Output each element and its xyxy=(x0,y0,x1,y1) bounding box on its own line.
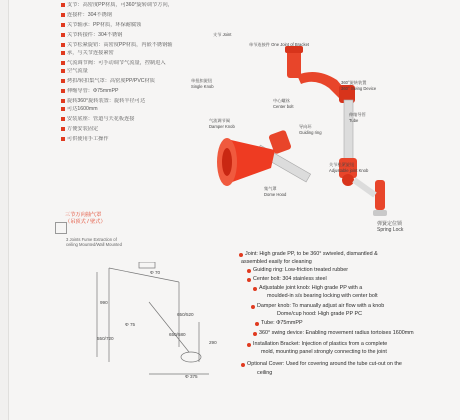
dimension-drawing xyxy=(79,262,229,392)
spec-en-item: Optional Cover: Used for covering around the tube cut-out on the xyxy=(247,361,402,367)
bullet-icon xyxy=(61,89,65,93)
feature-cn-item xyxy=(61,12,246,18)
spec-en-item: Installation Bracket: Injection of plastics from a complete xyxy=(253,341,388,347)
bullet-icon xyxy=(61,69,65,73)
feature-cn-item xyxy=(61,22,246,28)
dim-8: Φ 375 xyxy=(185,374,198,379)
spec-en-item: assembled easily for cleaning xyxy=(241,259,312,265)
feature-cn-text: 气流调节阀：可手动调节气流量，控制进入 xyxy=(67,60,166,66)
bullet-icon xyxy=(61,51,65,55)
feature-cn-text: 伸缩导管：Φ75mmPP xyxy=(67,88,119,94)
feature-cn-text: 关节轴承：PP材质，环保耐腐蚀 xyxy=(67,22,142,28)
bullet-icon xyxy=(61,137,65,141)
brochure-page xyxy=(8,0,460,420)
feature-cn-text: 可供使用手工操作 xyxy=(67,136,109,142)
label-adjustable-knob: 关节松紧旋钮 Adjustable joint Knob xyxy=(329,162,369,173)
label-tube: 伸缩导管 Tube xyxy=(349,112,366,123)
bullet-icon xyxy=(61,23,65,27)
bullet-icon xyxy=(251,305,255,309)
spec-en-item: Tube: Φ75mmPP xyxy=(261,320,303,326)
bullet-icon xyxy=(61,117,65,121)
feature-cn-text: 关节转接件：304不锈钢 xyxy=(67,32,123,38)
feature-cn-item xyxy=(61,2,246,8)
installation-bracket-icon xyxy=(285,46,303,78)
fume-extraction-arm-illustration xyxy=(179,30,449,240)
feature-cn-text: 支节：高密度PP材质，可360°旋转调节方向， xyxy=(67,2,173,8)
spec-en-item: ceiling xyxy=(257,370,273,376)
label-center-bolt: 中心螺丝 Center bolt xyxy=(273,98,294,109)
bullet-icon xyxy=(247,269,251,273)
bullet-icon xyxy=(61,3,65,7)
section-title-cn: 三节万向抽气罩 （吊顶式 / 壁式） xyxy=(65,212,106,225)
dim-2: 990 xyxy=(100,300,108,305)
label-dome-hood: 集气罩 Dome Hood xyxy=(264,186,287,197)
bullet-icon xyxy=(241,363,245,367)
dome-hood-icon xyxy=(217,138,275,186)
spec-en-item: moulded-in s/s bearing locking with center bolt xyxy=(267,293,378,299)
label-damper-knob: 气流调节阀 Damper Knob xyxy=(209,118,235,129)
spec-en-item: Joint: High grade PP, to be 360° swiveled, dismantled & xyxy=(245,251,378,257)
spec-en-item: Center bolt: 304 stainless steel xyxy=(253,276,327,282)
feature-cn-text: 空气流量 xyxy=(67,68,88,74)
feature-cn-text: 旋转360°旋转装置：旋转半径可达 xyxy=(67,98,146,104)
feature-cn-text: 承，与关节连接紧密 xyxy=(67,50,114,56)
spec-en-item: mold, mounting panel strongly connecting to the joint xyxy=(261,349,387,355)
bullet-icon xyxy=(61,99,65,103)
feature-cn-text: 可达1600mm xyxy=(67,106,98,112)
spec-en-item: Guiding ring: Low-friction treated rubber xyxy=(253,267,348,273)
dim-4: 650/520 xyxy=(177,312,194,317)
tube-segment xyxy=(344,100,353,162)
bullet-icon xyxy=(253,287,257,291)
label-joint: 支节 Joint xyxy=(213,32,232,37)
feature-cn-text: 关节松紧旋钮：高密度PP材质，内嵌不锈钢轴 xyxy=(67,42,173,48)
feature-cn-text: 连接杆：304不锈钢 xyxy=(67,12,112,18)
bullet-icon xyxy=(239,253,243,257)
label-guiding-ring: 导向环 Guiding ring xyxy=(299,124,322,135)
bullet-icon xyxy=(255,322,259,326)
bullet-icon xyxy=(61,79,65,83)
bullet-icon xyxy=(247,278,251,282)
spring-lock-icon xyxy=(373,180,387,216)
feature-cn-text: 安装底座：管道与天花板连接 xyxy=(67,116,135,122)
ceiling-icon xyxy=(55,222,67,234)
spec-en-item: 360° swing device: Enabling movement radius tortoises 1600mm xyxy=(259,330,414,336)
feature-cn-text: 烤扣/转扣集气罩：高密度PP/PVC材质 xyxy=(67,78,155,84)
feature-cn-text: 方便安装固定 xyxy=(67,126,99,132)
dim-6: 650/580 xyxy=(169,332,186,337)
bullet-icon xyxy=(61,107,65,111)
label-spring-lock: 弹簧定位锁 Spring Lock xyxy=(377,221,404,233)
dim-7: 290 xyxy=(209,340,217,345)
spec-en-item: Damper knob: To manually adjust air flow with a knob xyxy=(257,303,385,309)
bullet-icon xyxy=(247,343,251,347)
bullet-icon xyxy=(61,127,65,131)
bullet-icon xyxy=(61,61,65,65)
spec-en-item: Dome/cup hood: High grade PP PC xyxy=(277,311,363,317)
dim-5: 550/720 xyxy=(97,336,114,341)
label-swing-device: 360°旋转装置 360° Swing Device xyxy=(341,80,377,91)
dim-1: Φ 70 xyxy=(150,270,161,275)
bullet-icon xyxy=(61,43,65,47)
label-single-knob: 单扭扣旋钮 Single Knob xyxy=(191,78,214,89)
spec-en-item: Adjustable joint knob: High grade PP with a xyxy=(259,285,363,291)
dim-3: Φ 75 xyxy=(125,322,136,327)
label-one-joint-bracket: 单节连接件 One Joint of Bracket xyxy=(249,42,310,47)
section-title-en: 3 Joints Fume Extraction of ceiling Mounted/Wall Mounted xyxy=(66,237,122,248)
bullet-icon xyxy=(61,13,65,17)
bullet-icon xyxy=(61,33,65,37)
bullet-icon xyxy=(253,332,257,336)
